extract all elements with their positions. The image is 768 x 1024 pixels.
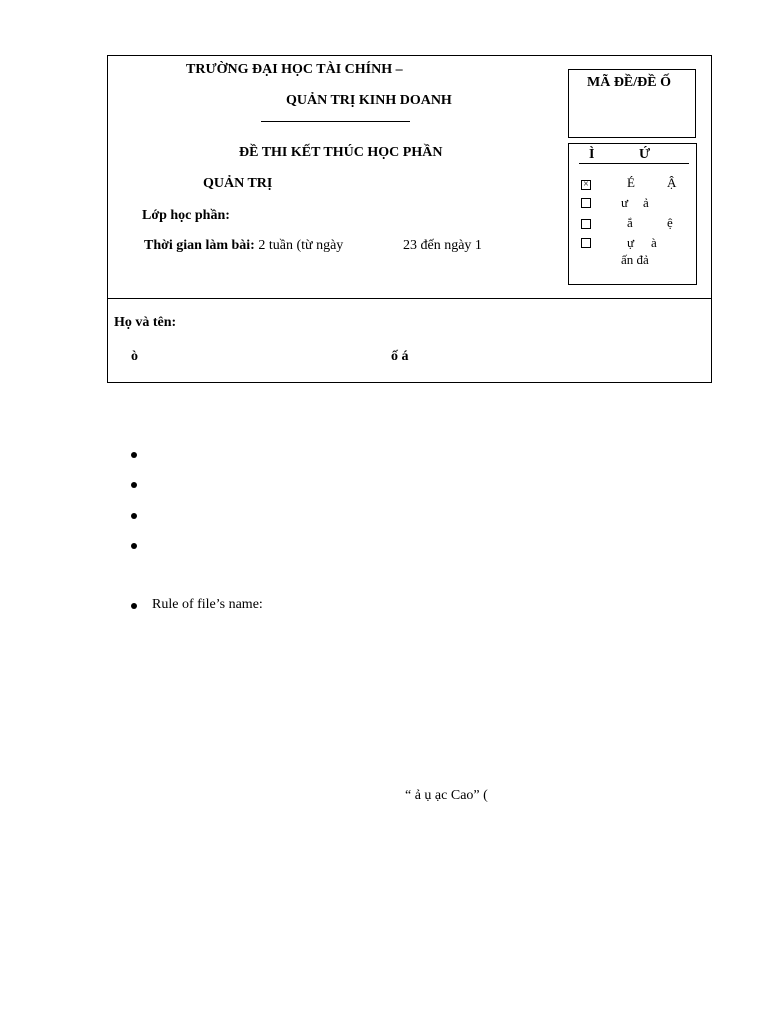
class-label: Lớp học phần: [142, 208, 230, 223]
school-underline [261, 121, 410, 122]
course-quote-text: “ ả ụ ạc Cao” ( [405, 788, 488, 803]
subject-name: QUẢN TRỊ [203, 176, 273, 191]
form-header-col2: Ứ [639, 147, 651, 162]
exam-title: ĐỀ THI KẾT THÚC HỌC PHẦN [239, 145, 443, 160]
bullet-point [131, 603, 137, 609]
form-option-text: ệ [667, 215, 673, 230]
form-option-checkbox[interactable] [581, 238, 591, 248]
student-name-label: Họ và tên: [114, 315, 177, 330]
file-name-rule: Rule of file’s name: [152, 597, 263, 612]
form-option-checkbox[interactable] [581, 198, 591, 208]
form-header-col1: Ì [589, 147, 595, 162]
exam-time-row [144, 238, 343, 254]
form-option-checkbox[interactable] [581, 219, 591, 229]
exam-header-box [107, 55, 712, 383]
form-option-text: à [651, 235, 657, 250]
bullet-point [131, 452, 137, 458]
form-option-text: Ậ [667, 175, 677, 190]
exam-code-label: MÃ ĐỀ/ĐỀ Ố [587, 75, 671, 90]
form-option-text: ấn đả [621, 252, 649, 267]
student-row-left: ò [131, 349, 138, 364]
form-option-checkbox[interactable]: × [581, 180, 591, 190]
form-header-line [579, 163, 689, 164]
exam-time-value-start: 2 tuần (từ ngày [258, 238, 344, 253]
exam-code-box [568, 69, 696, 138]
school-name-line1: TRƯỜNG ĐẠI HỌC TÀI CHÍNH – [186, 62, 403, 77]
form-option-text: ư [621, 195, 629, 210]
exam-time-label: Thời gian làm bài: [144, 238, 255, 253]
form-option-text: ả [643, 195, 649, 210]
exam-time-value-end: 23 đến ngày 1 [403, 238, 482, 253]
school-name-line2: QUẢN TRỊ KINH DOANH [286, 93, 452, 108]
form-option-text: ắ [627, 215, 633, 230]
bullet-point [131, 513, 137, 519]
bullet-point [131, 482, 137, 488]
header-divider [108, 298, 711, 299]
bullet-point [131, 543, 137, 549]
form-option-text: ự [627, 235, 635, 250]
exam-form-box [568, 143, 697, 285]
student-row-right: ố á [391, 349, 409, 364]
form-option-text: É [627, 175, 635, 190]
